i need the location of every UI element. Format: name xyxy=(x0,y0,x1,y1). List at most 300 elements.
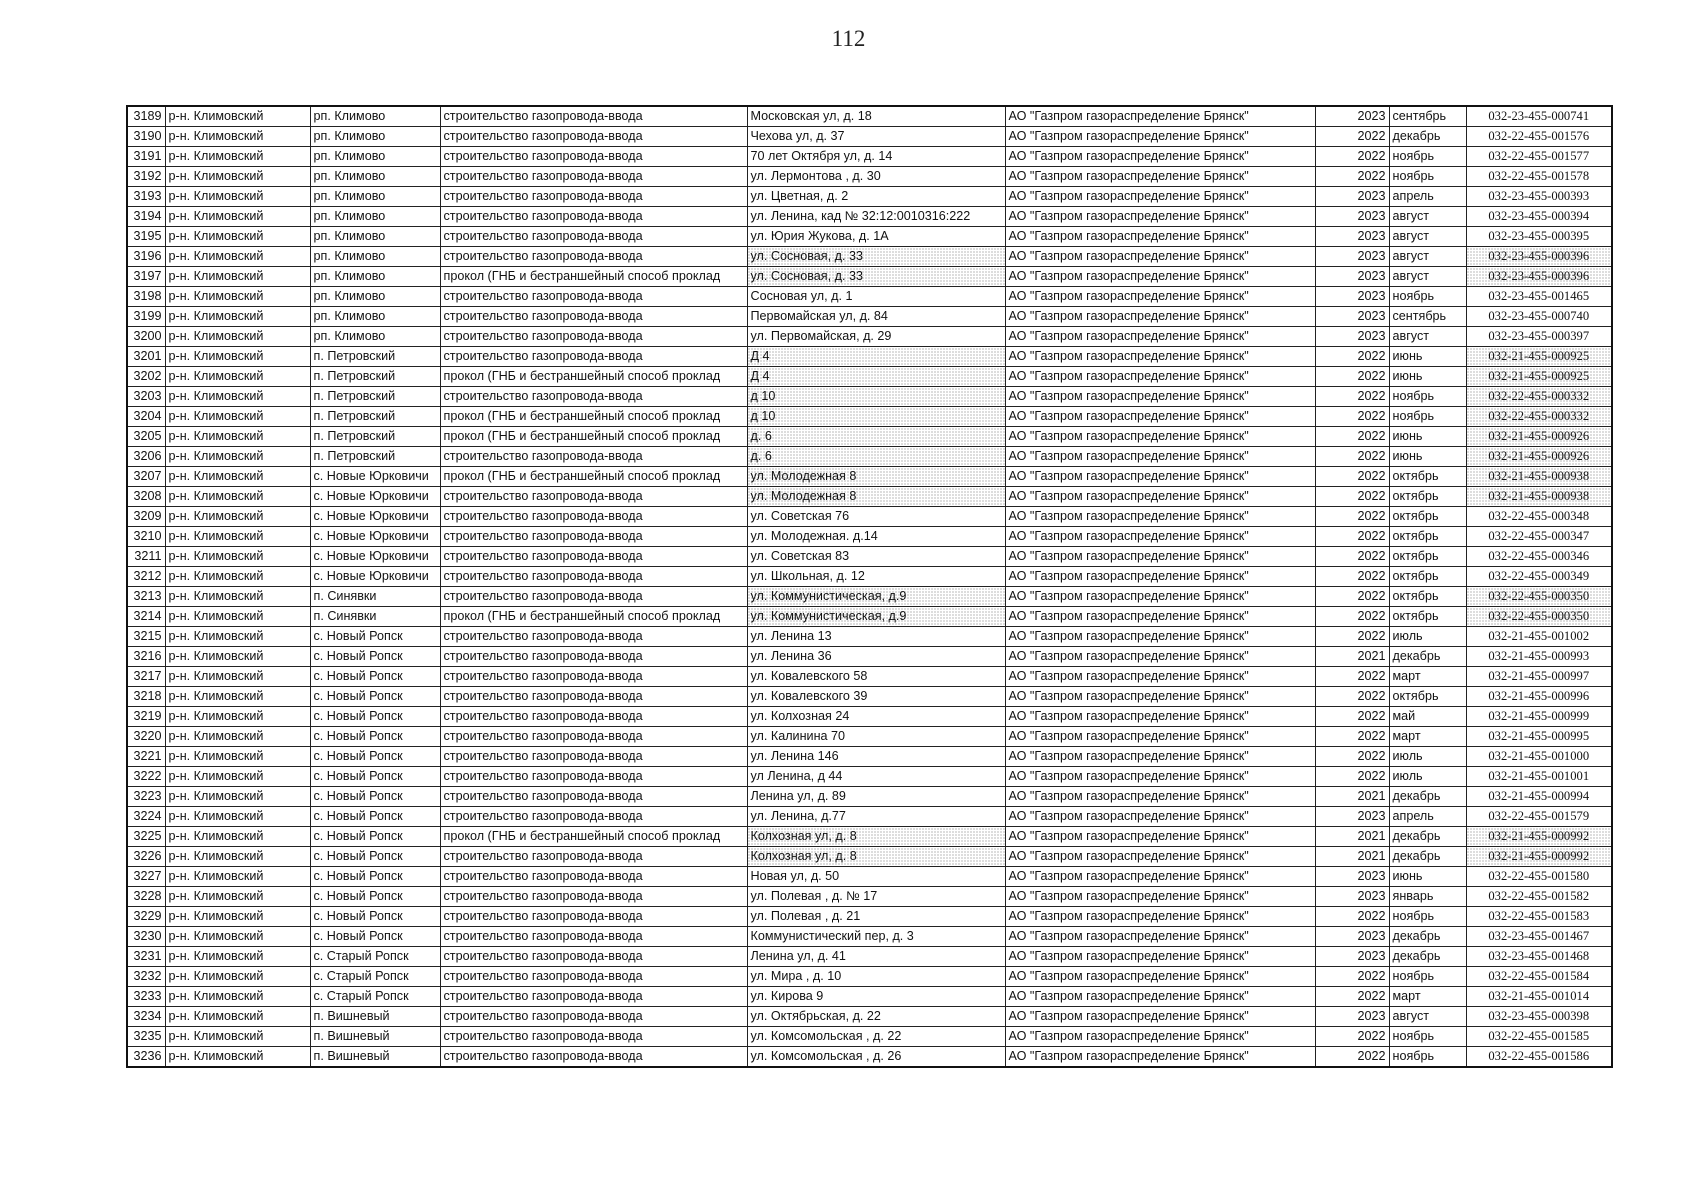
address-cell: ул. Коммунистическая, д.9 xyxy=(747,607,1005,627)
row-number: 3189 xyxy=(127,106,165,127)
address-cell: Ленина ул, д. 89 xyxy=(747,787,1005,807)
district-cell: р-н. Климовский xyxy=(165,687,310,707)
month-cell: октябрь xyxy=(1389,687,1466,707)
year-cell: 2023 xyxy=(1315,887,1389,907)
permit-number-cell: 032-21-455-000999 xyxy=(1466,707,1612,727)
settlement-cell: п. Петровский xyxy=(310,427,440,447)
address-cell: ул. Молодежная 8 xyxy=(747,487,1005,507)
month-cell: август xyxy=(1389,267,1466,287)
month-cell: октябрь xyxy=(1389,487,1466,507)
row-number: 3192 xyxy=(127,167,165,187)
work-type-cell: прокол (ГНБ и бестраншейный способ проклад xyxy=(440,267,747,287)
table-row xyxy=(127,627,1612,647)
month-cell: ноябрь xyxy=(1389,387,1466,407)
month-cell: декабрь xyxy=(1389,787,1466,807)
table-row xyxy=(127,187,1612,207)
district-cell: р-н. Климовский xyxy=(165,1047,310,1068)
register-table xyxy=(126,105,1613,1068)
organization-cell: АО "Газпром газораспределение Брянск" xyxy=(1005,307,1315,327)
month-cell: ноябрь xyxy=(1389,147,1466,167)
month-cell: октябрь xyxy=(1389,547,1466,567)
settlement-cell: с. Старый Ропск xyxy=(310,967,440,987)
settlement-cell: с. Новый Ропск xyxy=(310,887,440,907)
work-type-cell: строительство газопровода-ввода xyxy=(440,907,747,927)
settlement-cell: с. Новые Юрковичи xyxy=(310,507,440,527)
district-cell: р-н. Климовский xyxy=(165,767,310,787)
organization-cell: АО "Газпром газораспределение Брянск" xyxy=(1005,1047,1315,1068)
district-cell: р-н. Климовский xyxy=(165,887,310,907)
month-cell: июнь xyxy=(1389,367,1466,387)
work-type-cell: строительство газопровода-ввода xyxy=(440,567,747,587)
work-type-cell: строительство газопровода-ввода xyxy=(440,787,747,807)
organization-cell: АО "Газпром газораспределение Брянск" xyxy=(1005,627,1315,647)
row-number: 3200 xyxy=(127,327,165,347)
district-cell: р-н. Климовский xyxy=(165,106,310,127)
table-row xyxy=(127,387,1612,407)
district-cell: р-н. Климовский xyxy=(165,567,310,587)
row-number: 3205 xyxy=(127,427,165,447)
work-type-cell: прокол (ГНБ и бестраншейный способ проклад xyxy=(440,407,747,427)
permit-number-cell: 032-21-455-000926 xyxy=(1466,447,1612,467)
permit-number-cell: 032-21-455-001002 xyxy=(1466,627,1612,647)
permit-number-cell: 032-22-455-000347 xyxy=(1466,527,1612,547)
month-cell: ноябрь xyxy=(1389,907,1466,927)
row-number: 3229 xyxy=(127,907,165,927)
table-row xyxy=(127,847,1612,867)
work-type-cell: строительство газопровода-ввода xyxy=(440,327,747,347)
district-cell: р-н. Климовский xyxy=(165,247,310,267)
year-cell: 2022 xyxy=(1315,407,1389,427)
settlement-cell: п. Петровский xyxy=(310,387,440,407)
year-cell: 2023 xyxy=(1315,106,1389,127)
permit-number-cell: 032-23-455-000394 xyxy=(1466,207,1612,227)
settlement-cell: с. Новые Юрковичи xyxy=(310,547,440,567)
table-row xyxy=(127,1027,1612,1047)
district-cell: р-н. Климовский xyxy=(165,967,310,987)
organization-cell: АО "Газпром газораспределение Брянск" xyxy=(1005,167,1315,187)
permit-number-cell: 032-21-455-000992 xyxy=(1466,827,1612,847)
permit-number-cell: 032-21-455-000925 xyxy=(1466,367,1612,387)
work-type-cell: строительство газопровода-ввода xyxy=(440,867,747,887)
month-cell: июль xyxy=(1389,767,1466,787)
permit-number-cell: 032-23-455-000396 xyxy=(1466,247,1612,267)
year-cell: 2021 xyxy=(1315,847,1389,867)
settlement-cell: п. Петровский xyxy=(310,447,440,467)
permit-number-cell: 032-23-455-000741 xyxy=(1466,106,1612,127)
permit-number-cell: 032-22-455-001577 xyxy=(1466,147,1612,167)
month-cell: март xyxy=(1389,727,1466,747)
permit-number-cell: 032-21-455-001000 xyxy=(1466,747,1612,767)
row-number: 3217 xyxy=(127,667,165,687)
work-type-cell: строительство газопровода-ввода xyxy=(440,847,747,867)
year-cell: 2023 xyxy=(1315,927,1389,947)
row-number: 3219 xyxy=(127,707,165,727)
table-row xyxy=(127,747,1612,767)
district-cell: р-н. Климовский xyxy=(165,407,310,427)
row-number: 3209 xyxy=(127,507,165,527)
permit-number-cell: 032-21-455-001014 xyxy=(1466,987,1612,1007)
table-row xyxy=(127,127,1612,147)
table-row xyxy=(127,207,1612,227)
organization-cell: АО "Газпром газораспределение Брянск" xyxy=(1005,907,1315,927)
row-number: 3193 xyxy=(127,187,165,207)
organization-cell: АО "Газпром газораспределение Брянск" xyxy=(1005,1007,1315,1027)
organization-cell: АО "Газпром газораспределение Брянск" xyxy=(1005,887,1315,907)
organization-cell: АО "Газпром газораспределение Брянск" xyxy=(1005,367,1315,387)
settlement-cell: с. Новый Ропск xyxy=(310,627,440,647)
row-number: 3222 xyxy=(127,767,165,787)
settlement-cell: с. Новый Ропск xyxy=(310,747,440,767)
district-cell: р-н. Климовский xyxy=(165,927,310,947)
work-type-cell: строительство газопровода-ввода xyxy=(440,547,747,567)
month-cell: октябрь xyxy=(1389,527,1466,547)
month-cell: декабрь xyxy=(1389,827,1466,847)
table-row xyxy=(127,167,1612,187)
table-row xyxy=(127,587,1612,607)
table-row xyxy=(127,967,1612,987)
permit-number-cell: 032-22-455-000332 xyxy=(1466,387,1612,407)
organization-cell: АО "Газпром газораспределение Брянск" xyxy=(1005,607,1315,627)
settlement-cell: рп. Климово xyxy=(310,106,440,127)
district-cell: р-н. Климовский xyxy=(165,127,310,147)
row-number: 3230 xyxy=(127,927,165,947)
permit-number-cell: 032-21-455-000996 xyxy=(1466,687,1612,707)
year-cell: 2022 xyxy=(1315,607,1389,627)
year-cell: 2022 xyxy=(1315,427,1389,447)
work-type-cell: прокол (ГНБ и бестраншейный способ проклад xyxy=(440,367,747,387)
row-number: 3190 xyxy=(127,127,165,147)
organization-cell: АО "Газпром газораспределение Брянск" xyxy=(1005,767,1315,787)
address-cell: ул. Школьная, д. 12 xyxy=(747,567,1005,587)
year-cell: 2022 xyxy=(1315,547,1389,567)
permit-number-cell: 032-21-455-001001 xyxy=(1466,767,1612,787)
year-cell: 2022 xyxy=(1315,127,1389,147)
row-number: 3218 xyxy=(127,687,165,707)
row-number: 3231 xyxy=(127,947,165,967)
address-cell: ул. Первомайская, д. 29 xyxy=(747,327,1005,347)
row-number: 3228 xyxy=(127,887,165,907)
settlement-cell: п. Вишневый xyxy=(310,1007,440,1027)
year-cell: 2022 xyxy=(1315,367,1389,387)
row-number: 3233 xyxy=(127,987,165,1007)
settlement-cell: п. Петровский xyxy=(310,367,440,387)
row-number: 3232 xyxy=(127,967,165,987)
month-cell: май xyxy=(1389,707,1466,727)
work-type-cell: строительство газопровода-ввода xyxy=(440,947,747,967)
table-row xyxy=(127,467,1612,487)
row-number: 3212 xyxy=(127,567,165,587)
district-cell: р-н. Климовский xyxy=(165,807,310,827)
row-number: 3202 xyxy=(127,367,165,387)
settlement-cell: п. Вишневый xyxy=(310,1047,440,1068)
permit-number-cell: 032-22-455-000332 xyxy=(1466,407,1612,427)
address-cell: ул. Советская 83 xyxy=(747,547,1005,567)
year-cell: 2022 xyxy=(1315,467,1389,487)
organization-cell: АО "Газпром газораспределение Брянск" xyxy=(1005,587,1315,607)
month-cell: март xyxy=(1389,987,1466,1007)
permit-number-cell: 032-22-455-000350 xyxy=(1466,587,1612,607)
year-cell: 2022 xyxy=(1315,587,1389,607)
year-cell: 2023 xyxy=(1315,287,1389,307)
settlement-cell: п. Синявки xyxy=(310,587,440,607)
year-cell: 2022 xyxy=(1315,1027,1389,1047)
permit-number-cell: 032-22-455-001579 xyxy=(1466,807,1612,827)
permit-number-cell: 032-22-455-000350 xyxy=(1466,607,1612,627)
district-cell: р-н. Климовский xyxy=(165,647,310,667)
address-cell: ул. Лермонтова , д. 30 xyxy=(747,167,1005,187)
settlement-cell: п. Синявки xyxy=(310,607,440,627)
work-type-cell: строительство газопровода-ввода xyxy=(440,1047,747,1068)
organization-cell: АО "Газпром газораспределение Брянск" xyxy=(1005,847,1315,867)
row-number: 3220 xyxy=(127,727,165,747)
month-cell: сентябрь xyxy=(1389,307,1466,327)
table-row xyxy=(127,507,1612,527)
permit-number-cell: 032-22-455-001582 xyxy=(1466,887,1612,907)
table-row xyxy=(127,407,1612,427)
district-cell: р-н. Климовский xyxy=(165,467,310,487)
organization-cell: АО "Газпром газораспределение Брянск" xyxy=(1005,147,1315,167)
work-type-cell: прокол (ГНБ и бестраншейный способ проклад xyxy=(440,827,747,847)
year-cell: 2022 xyxy=(1315,527,1389,547)
organization-cell: АО "Газпром газораспределение Брянск" xyxy=(1005,787,1315,807)
row-number: 3213 xyxy=(127,587,165,607)
work-type-cell: прокол (ГНБ и бестраншейный способ проклад xyxy=(440,607,747,627)
work-type-cell: прокол (ГНБ и бестраншейный способ проклад xyxy=(440,427,747,447)
month-cell: июнь xyxy=(1389,347,1466,367)
district-cell: р-н. Климовский xyxy=(165,607,310,627)
month-cell: август xyxy=(1389,207,1466,227)
organization-cell: АО "Газпром газораспределение Брянск" xyxy=(1005,187,1315,207)
work-type-cell: строительство газопровода-ввода xyxy=(440,647,747,667)
year-cell: 2021 xyxy=(1315,787,1389,807)
table-row xyxy=(127,947,1612,967)
row-number: 3221 xyxy=(127,747,165,767)
address-cell: ул. Советская 76 xyxy=(747,507,1005,527)
settlement-cell: с. Новый Ропск xyxy=(310,927,440,947)
table-row xyxy=(127,607,1612,627)
organization-cell: АО "Газпром газораспределение Брянск" xyxy=(1005,127,1315,147)
address-cell: д. 6 xyxy=(747,447,1005,467)
district-cell: р-н. Климовский xyxy=(165,207,310,227)
month-cell: август xyxy=(1389,1007,1466,1027)
table-row xyxy=(127,367,1612,387)
settlement-cell: рп. Климово xyxy=(310,127,440,147)
row-number: 3226 xyxy=(127,847,165,867)
work-type-cell: строительство газопровода-ввода xyxy=(440,587,747,607)
organization-cell: АО "Газпром газораспределение Брянск" xyxy=(1005,267,1315,287)
settlement-cell: с. Новые Юрковичи xyxy=(310,467,440,487)
address-cell: Чехова ул, д. 37 xyxy=(747,127,1005,147)
organization-cell: АО "Газпром газораспределение Брянск" xyxy=(1005,687,1315,707)
permit-number-cell: 032-22-455-001580 xyxy=(1466,867,1612,887)
year-cell: 2023 xyxy=(1315,247,1389,267)
table-row xyxy=(127,707,1612,727)
organization-cell: АО "Газпром газораспределение Брянск" xyxy=(1005,407,1315,427)
organization-cell: АО "Газпром газораспределение Брянск" xyxy=(1005,327,1315,347)
permit-number-cell: 032-22-455-000346 xyxy=(1466,547,1612,567)
year-cell: 2023 xyxy=(1315,1007,1389,1027)
organization-cell: АО "Газпром газораспределение Брянск" xyxy=(1005,427,1315,447)
row-number: 3198 xyxy=(127,287,165,307)
address-cell: Д 4 xyxy=(747,367,1005,387)
district-cell: р-н. Климовский xyxy=(165,227,310,247)
year-cell: 2023 xyxy=(1315,207,1389,227)
year-cell: 2022 xyxy=(1315,627,1389,647)
year-cell: 2022 xyxy=(1315,487,1389,507)
row-number: 3236 xyxy=(127,1047,165,1068)
permit-number-cell: 032-21-455-000993 xyxy=(1466,647,1612,667)
organization-cell: АО "Газпром газораспределение Брянск" xyxy=(1005,347,1315,367)
settlement-cell: рп. Климово xyxy=(310,247,440,267)
permit-number-cell: 032-21-455-000997 xyxy=(1466,667,1612,687)
month-cell: ноябрь xyxy=(1389,1047,1466,1068)
month-cell: ноябрь xyxy=(1389,407,1466,427)
permit-number-cell: 032-22-455-001583 xyxy=(1466,907,1612,927)
month-cell: декабрь xyxy=(1389,927,1466,947)
district-cell: р-н. Климовский xyxy=(165,627,310,647)
district-cell: р-н. Климовский xyxy=(165,587,310,607)
settlement-cell: п. Петровский xyxy=(310,407,440,427)
district-cell: р-н. Климовский xyxy=(165,527,310,547)
address-cell: Д 4 xyxy=(747,347,1005,367)
row-number: 3204 xyxy=(127,407,165,427)
district-cell: р-н. Климовский xyxy=(165,727,310,747)
settlement-cell: рп. Климово xyxy=(310,287,440,307)
table-row xyxy=(127,307,1612,327)
settlement-cell: с. Новый Ропск xyxy=(310,907,440,927)
address-cell: ул Ленина, д 44 xyxy=(747,767,1005,787)
permit-number-cell: 032-23-455-001468 xyxy=(1466,947,1612,967)
table-row xyxy=(127,327,1612,347)
settlement-cell: рп. Климово xyxy=(310,267,440,287)
settlement-cell: с. Старый Ропск xyxy=(310,987,440,1007)
district-cell: р-н. Климовский xyxy=(165,547,310,567)
address-cell: 70 лет Октября ул, д. 14 xyxy=(747,147,1005,167)
address-cell: Колхозная ул, д. 8 xyxy=(747,847,1005,867)
settlement-cell: с. Старый Ропск xyxy=(310,947,440,967)
organization-cell: АО "Газпром газораспределение Брянск" xyxy=(1005,1027,1315,1047)
work-type-cell: прокол (ГНБ и бестраншейный способ проклад xyxy=(440,467,747,487)
month-cell: ноябрь xyxy=(1389,967,1466,987)
work-type-cell: строительство газопровода-ввода xyxy=(440,147,747,167)
row-number: 3199 xyxy=(127,307,165,327)
address-cell: ул. Ковалевского 39 xyxy=(747,687,1005,707)
year-cell: 2022 xyxy=(1315,347,1389,367)
permit-number-cell: 032-23-455-001465 xyxy=(1466,287,1612,307)
permit-number-cell: 032-22-455-001576 xyxy=(1466,127,1612,147)
table-row xyxy=(127,347,1612,367)
permit-number-cell: 032-23-455-000740 xyxy=(1466,307,1612,327)
work-type-cell: строительство газопровода-ввода xyxy=(440,247,747,267)
work-type-cell: строительство газопровода-ввода xyxy=(440,887,747,907)
work-type-cell: строительство газопровода-ввода xyxy=(440,167,747,187)
table-row xyxy=(127,106,1612,127)
organization-cell: АО "Газпром газораспределение Брянск" xyxy=(1005,227,1315,247)
district-cell: р-н. Климовский xyxy=(165,287,310,307)
district-cell: р-н. Климовский xyxy=(165,1027,310,1047)
month-cell: октябрь xyxy=(1389,507,1466,527)
row-number: 3216 xyxy=(127,647,165,667)
table-row xyxy=(127,727,1612,747)
settlement-cell: с. Новый Ропск xyxy=(310,667,440,687)
table-row xyxy=(127,807,1612,827)
district-cell: р-н. Климовский xyxy=(165,307,310,327)
settlement-cell: рп. Климово xyxy=(310,167,440,187)
permit-number-cell: 032-23-455-000398 xyxy=(1466,1007,1612,1027)
permit-number-cell: 032-21-455-000938 xyxy=(1466,487,1612,507)
address-cell: Ленина ул, д. 41 xyxy=(747,947,1005,967)
table-body xyxy=(127,106,1612,1067)
year-cell: 2022 xyxy=(1315,147,1389,167)
organization-cell: АО "Газпром газораспределение Брянск" xyxy=(1005,507,1315,527)
organization-cell: АО "Газпром газораспределение Брянск" xyxy=(1005,487,1315,507)
row-number: 3225 xyxy=(127,827,165,847)
work-type-cell: строительство газопровода-ввода xyxy=(440,207,747,227)
work-type-cell: строительство газопровода-ввода xyxy=(440,747,747,767)
organization-cell: АО "Газпром газораспределение Брянск" xyxy=(1005,927,1315,947)
year-cell: 2023 xyxy=(1315,187,1389,207)
year-cell: 2022 xyxy=(1315,707,1389,727)
address-cell: д 10 xyxy=(747,387,1005,407)
row-number: 3207 xyxy=(127,467,165,487)
permit-number-cell: 032-23-455-001467 xyxy=(1466,927,1612,947)
table-row xyxy=(127,287,1612,307)
work-type-cell: строительство газопровода-ввода xyxy=(440,687,747,707)
row-number: 3234 xyxy=(127,1007,165,1027)
permit-number-cell: 032-21-455-000994 xyxy=(1466,787,1612,807)
district-cell: р-н. Климовский xyxy=(165,1007,310,1027)
work-type-cell: строительство газопровода-ввода xyxy=(440,927,747,947)
district-cell: р-н. Климовский xyxy=(165,387,310,407)
address-cell: Московская ул, д. 18 xyxy=(747,106,1005,127)
work-type-cell: строительство газопровода-ввода xyxy=(440,1007,747,1027)
work-type-cell: строительство газопровода-ввода xyxy=(440,447,747,467)
work-type-cell: строительство газопровода-ввода xyxy=(440,767,747,787)
month-cell: октябрь xyxy=(1389,607,1466,627)
address-cell: ул. Комсомольская , д. 22 xyxy=(747,1027,1005,1047)
row-number: 3203 xyxy=(127,387,165,407)
month-cell: октябрь xyxy=(1389,567,1466,587)
work-type-cell: строительство газопровода-ввода xyxy=(440,187,747,207)
address-cell: ул. Полевая , д. 21 xyxy=(747,907,1005,927)
year-cell: 2022 xyxy=(1315,727,1389,747)
organization-cell: АО "Газпром газораспределение Брянск" xyxy=(1005,547,1315,567)
district-cell: р-н. Климовский xyxy=(165,867,310,887)
table-row xyxy=(127,1007,1612,1027)
district-cell: р-н. Климовский xyxy=(165,187,310,207)
organization-cell: АО "Газпром газораспределение Брянск" xyxy=(1005,287,1315,307)
settlement-cell: с. Новый Ропск xyxy=(310,647,440,667)
address-cell: Коммунистический пер, д. 3 xyxy=(747,927,1005,947)
permit-number-cell: 032-23-455-000393 xyxy=(1466,187,1612,207)
settlement-cell: рп. Климово xyxy=(310,327,440,347)
table-row xyxy=(127,427,1612,447)
permit-number-cell: 032-22-455-001585 xyxy=(1466,1027,1612,1047)
organization-cell: АО "Газпром газораспределение Брянск" xyxy=(1005,987,1315,1007)
month-cell: август xyxy=(1389,327,1466,347)
work-type-cell: строительство газопровода-ввода xyxy=(440,487,747,507)
row-number: 3195 xyxy=(127,227,165,247)
organization-cell: АО "Газпром газораспределение Брянск" xyxy=(1005,447,1315,467)
table-row xyxy=(127,907,1612,927)
month-cell: апрель xyxy=(1389,807,1466,827)
settlement-cell: с. Новый Ропск xyxy=(310,867,440,887)
month-cell: август xyxy=(1389,227,1466,247)
year-cell: 2023 xyxy=(1315,307,1389,327)
settlement-cell: с. Новый Ропск xyxy=(310,827,440,847)
row-number: 3208 xyxy=(127,487,165,507)
district-cell: р-н. Климовский xyxy=(165,707,310,727)
